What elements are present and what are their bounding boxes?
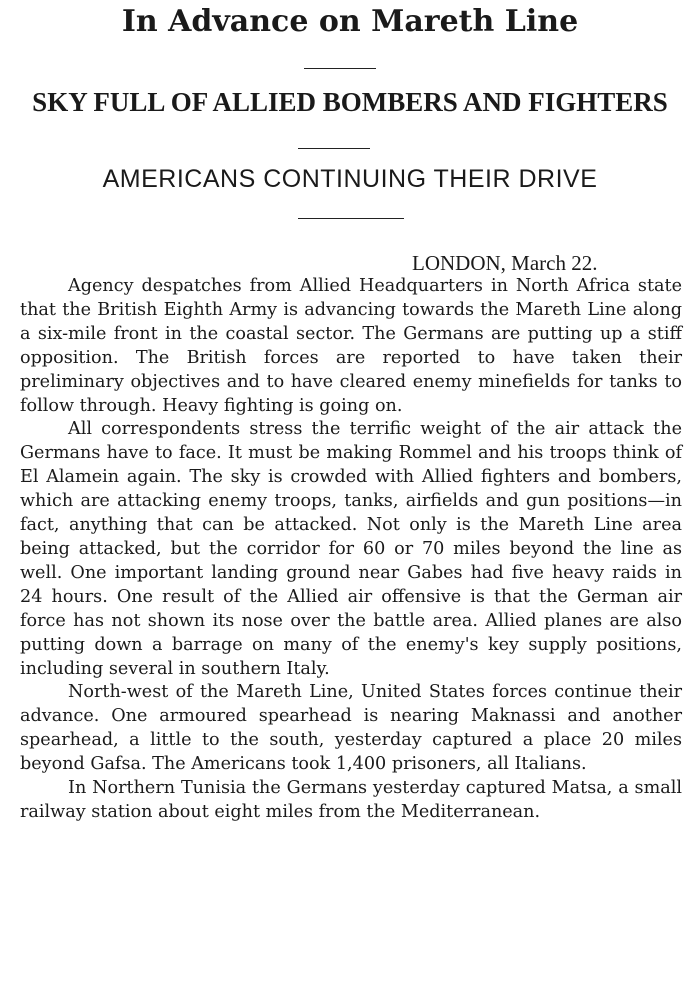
paragraph: Agency despatches from Allied Headquarters in North Africa state that the British Eighth Army is advancing towards the Mareth Line along a six-mile front in the coastal sector. The Germans are putting up a stiff opposition. The British forces are reported to have taken their preliminary objectives and to have cleared enemy minefields for tanks to follow through. Heavy fighting is going on.	[20, 276, 682, 416]
divider-rule	[298, 218, 404, 219]
deck-headline: AMERICANS CONTINUING THEIR DRIVE	[102, 165, 598, 193]
paragraph: All correspondents stress the terrific weight of the air attack the Germans have to face. It must be making Rommel and his troops think of El Alamein again. The sky is crowded with Allied fighters and bombers, which are attacking enemy troops, tanks, airfields and gun positions—in fact, anything that can be attacked. Not only is the Mareth Line area being attacked, but the corridor for 60 or 70 miles beyond the line as well. One important landing ground near Gabes had five heavy raids in 24 hours. One result of the Allied air offensive is that the German air force has not shown its nose over the battle area. Allied planes are also putting down a barrage on many of the enemy's key supply positions, including several in southern Italy.	[20, 419, 682, 679]
headline: In Advance on Mareth Line	[121, 4, 579, 39]
subheadline: SKY FULL OF ALLIED BOMBERS AND FIGHTERS	[32, 87, 668, 117]
dateline: LONDON, March 22.	[412, 251, 598, 275]
article-body	[20, 275, 682, 825]
paragraph: In Northern Tunisia the Germans yesterday captured Matsa, a small railway station about eight miles from the Mediterranean.	[20, 778, 682, 822]
paragraph: North-west of the Mareth Line, United States forces continue their advance. One armoured spearhead is nearing Maknassi and another spearhead, a little to the south, yesterday captured a place 20 miles beyond Gafsa. The Americans took 1,400 prisoners, all Italians.	[20, 682, 682, 775]
divider-rule	[304, 68, 376, 69]
divider-rule	[298, 148, 370, 149]
